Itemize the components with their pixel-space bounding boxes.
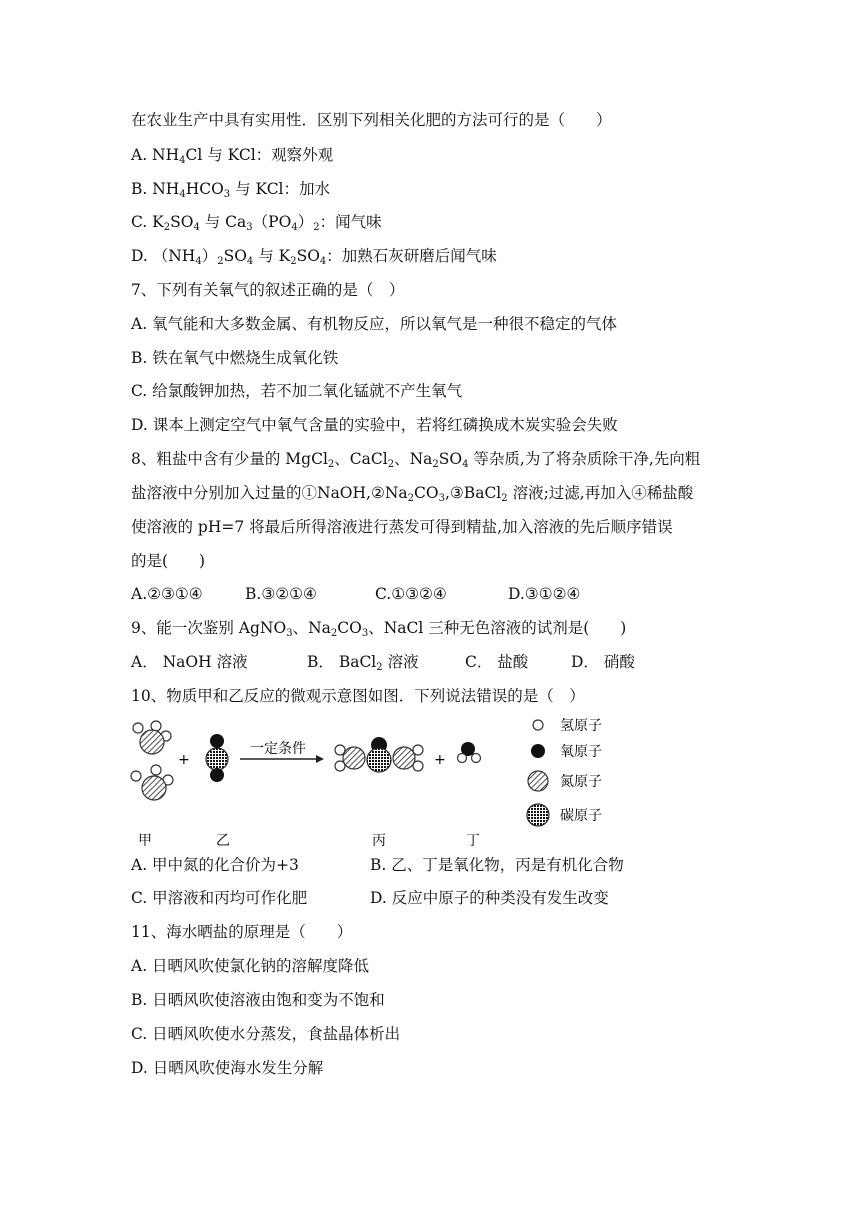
- q9-option-d: D． 硝酸: [571, 653, 635, 671]
- legend-carbon: 碳原子: [560, 808, 602, 824]
- legend-nitrogen: 氮原子: [560, 774, 602, 790]
- q6-option-d: D. $(NH_4)_2SO_4$ 与 $K_2SO_4$：加熟石灰研磨后闻气味: [131, 247, 497, 267]
- q8-stem-line-3: 使溶液的 pH=7 将最后所得溶液进行蒸发可得到精盐,加入溶液的先后顺序错误: [131, 518, 673, 536]
- q7-option-d: D. 课本上测定空气中氧气含量的实验中，若将红磷换成木炭实验会失败: [131, 416, 618, 434]
- q7-option-b: B. 铁在氧气中燃烧生成氧化铁: [131, 349, 339, 367]
- legend-hydrogen: 氢原子: [560, 718, 602, 734]
- q7-option-a: A. 氧气能和大多数金属、有机物反应，所以氧气是一种很不稳定的气体: [131, 315, 618, 333]
- reaction-condition: 一定条件: [250, 741, 306, 757]
- reaction-diagram: [126, 712, 626, 852]
- legend-oxygen-symbol: [531, 744, 545, 758]
- label-jia: 甲: [138, 833, 152, 849]
- label-ding: 丁: [466, 833, 480, 849]
- q6-option-b: B. $NH_4HCO_3$ 与 KCl：加水: [131, 180, 331, 200]
- legend: [527, 718, 602, 826]
- q9-stem: 9、能一次鉴别 AgNO$_3$、$Na_2CO_3$、NaCl 三种无色溶液的试剂是( ): [131, 619, 627, 639]
- q11-stem: 11、海水晒盐的原理是（ ）: [131, 923, 353, 941]
- q7-stem: 7、下列有关氧气的叙述正确的是（ ）: [131, 281, 405, 299]
- legend-hydrogen-symbol: [533, 720, 543, 730]
- legend-oxygen: 氧原子: [560, 744, 602, 760]
- q10-option-a: A. 甲中氮的化合价为+3: [131, 856, 299, 874]
- bing-molecule: [335, 737, 423, 772]
- plus-sign-2: +: [434, 752, 446, 768]
- q8-option-d: D.③①②④: [508, 585, 581, 603]
- q7-option-c: C. 给氯酸钾加热，若不加二氧化锰就不产生氧气: [131, 382, 463, 400]
- q8-stem-line-1: 8、粗盐中含有少量的 MgCl$_2$、CaCl$_2$、$Na_2SO_4$ 等杂质,为了将杂质除干净,先向粗: [131, 450, 701, 470]
- q8-stem-line-2: 盐溶液中分别加入过量的$①NaOH,②Na_2CO_3,③BaCl_2$ 溶液;过滤,再加入④稀盐酸: [131, 484, 694, 504]
- legend-carbon-symbol: [527, 804, 549, 826]
- q9-option-b: B． BaCl$_2$ 溶液: [307, 653, 419, 673]
- q10-option-c: C. 甲溶液和丙均可作化肥: [131, 889, 308, 907]
- q11-option-d: D. 日晒风吹使海水发生分解: [131, 1059, 324, 1077]
- q6-stem: 在农业生产中具有实用性．区别下列相关化肥的方法可行的是（ ）: [131, 111, 612, 129]
- label-bing: 丙: [372, 833, 386, 849]
- q6-option-a: A. $NH_4Cl$ 与 KCl：观察外观: [131, 146, 334, 166]
- q8-option-b: B.③②①④: [245, 585, 317, 603]
- q8-option-c: C.①③②④: [375, 585, 447, 603]
- q11-option-b: B. 日晒风吹使溶液由饱和变为不饱和: [131, 991, 385, 1009]
- q8-option-a: A.②③①④: [131, 585, 203, 603]
- q6-option-c: C. $K_2SO_4$ 与 $Ca_3(PO_4)_2$：闻气味: [131, 213, 382, 233]
- q11-option-c: C. 日晒风吹使水分蒸发，食盐晶体析出: [131, 1025, 401, 1043]
- plus-sign-1: +: [178, 752, 190, 768]
- q9-option-a: A． NaOH 溶液: [131, 653, 248, 671]
- jia-molecule-bottom: [131, 765, 173, 800]
- q10-option-d: D. 反应中原子的种类没有发生改变: [370, 889, 609, 907]
- label-yi: 乙: [216, 833, 230, 849]
- q11-option-a: A. 日晒风吹使氯化钠的溶解度降低: [131, 957, 370, 975]
- q10-option-b: B. 乙、丁是氧化物，丙是有机化合物: [370, 856, 624, 874]
- yi-molecule: [206, 734, 228, 782]
- jia-molecule-top: [133, 721, 171, 754]
- legend-nitrogen-symbol: [528, 771, 548, 791]
- q9-option-c: C． 盐酸: [465, 653, 529, 671]
- q10-stem: 10、物质甲和乙反应的微观示意图如图．下列说法错误的是（ ）: [131, 687, 585, 705]
- q8-stem-line-4: 的是( ): [131, 552, 206, 570]
- ding-molecule: [458, 742, 481, 763]
